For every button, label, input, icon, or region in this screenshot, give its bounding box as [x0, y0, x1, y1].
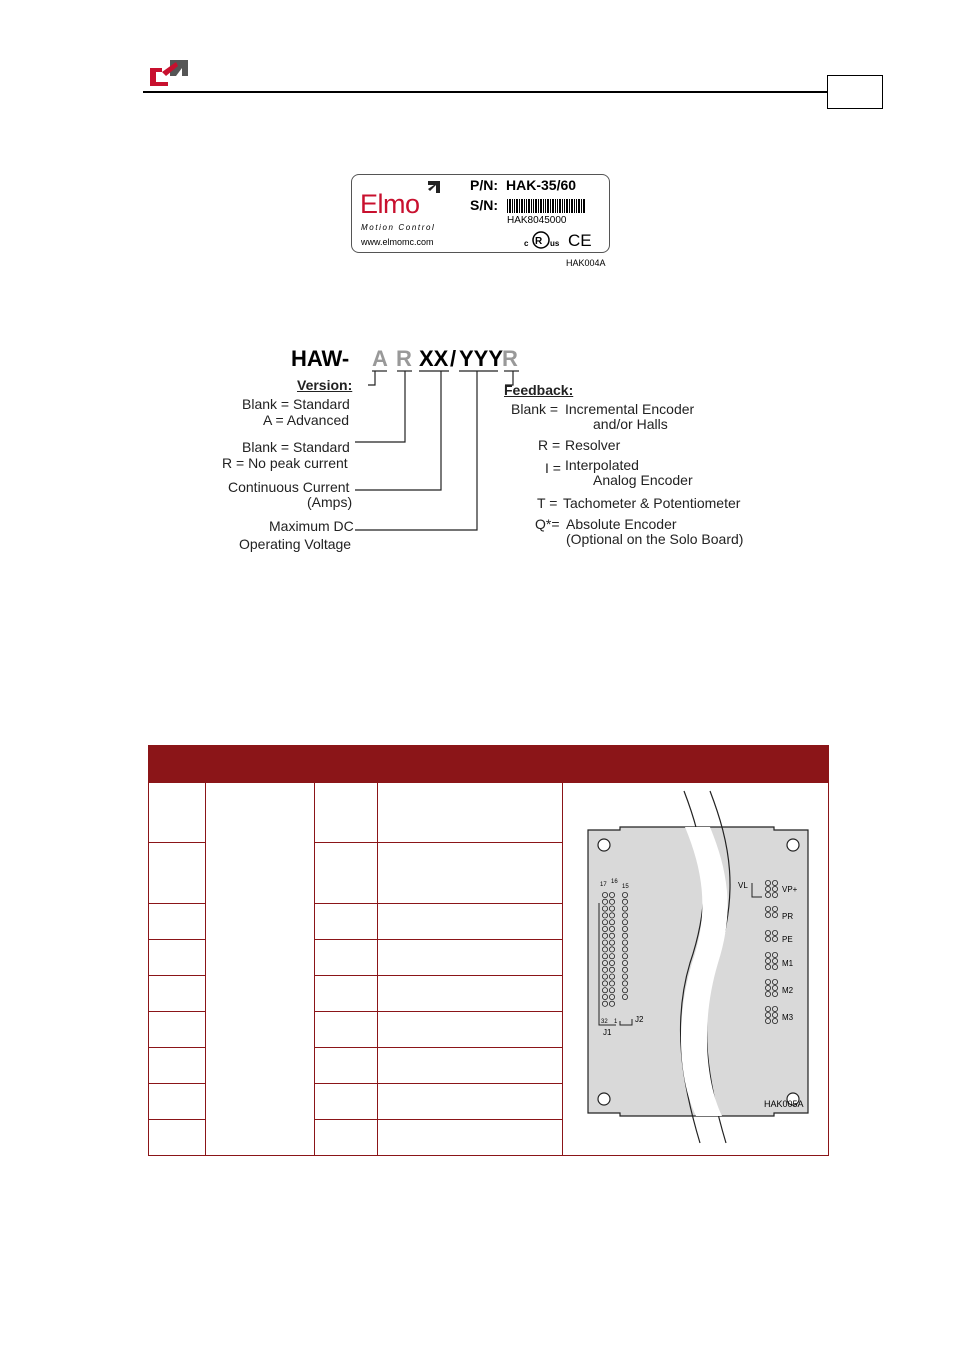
connector-pin [765, 1012, 770, 1017]
board-figure-id: HAK005A [764, 1099, 804, 1109]
table-row-line [148, 903, 206, 904]
fb-i-key: I = [545, 460, 561, 476]
table-row-line [148, 939, 206, 940]
connector-pin [622, 981, 627, 986]
connector-pin [602, 926, 607, 931]
board-vl-label: VL [738, 881, 748, 890]
current-line1: Continuous Current [228, 479, 350, 495]
board-pr-label: PR [782, 912, 794, 921]
connector-pin [772, 880, 777, 885]
connector-pin [772, 1006, 777, 1011]
voltage-line2: Operating Voltage [239, 536, 352, 552]
connector-pin [772, 930, 777, 935]
connector-pin [609, 920, 614, 925]
connector-pin [609, 892, 614, 897]
connector-pin [765, 930, 770, 935]
feedback-title: Feedback: [504, 382, 574, 398]
connector-pin [609, 974, 614, 979]
connector-pin [609, 947, 614, 952]
fb-r-key: R = [538, 437, 561, 453]
version-title: Version: [297, 377, 353, 393]
table-row-line [314, 1083, 563, 1084]
peak-blank: Blank = Standard [242, 439, 350, 455]
connector-pin [602, 940, 607, 945]
ul-ce-marks-icon [524, 229, 602, 249]
board-j2-15: 15 [622, 884, 629, 890]
connector-pin [602, 988, 607, 993]
table-row-line [314, 1047, 563, 1048]
connector-pin [609, 994, 614, 999]
fb-q-key: Q*= [535, 516, 560, 532]
header-rule [143, 91, 827, 93]
table-row-line [148, 842, 206, 843]
table-row-line [148, 1047, 206, 1048]
board-j1-32: 32 [601, 1019, 608, 1025]
page-number-box [827, 75, 883, 109]
connector-pin [602, 913, 607, 918]
connector-pin [609, 981, 614, 986]
connector-pin [622, 926, 627, 931]
table-row-line [148, 1083, 206, 1084]
board-j1-label: J1 [603, 1028, 612, 1037]
connector-pin [765, 991, 770, 996]
label-figure-id: HAK004A [566, 258, 606, 268]
code-peak-letter: R [396, 346, 412, 371]
connector-pin [772, 964, 777, 969]
connector-pin [609, 899, 614, 904]
table-row-line [314, 903, 563, 904]
table-col-line-3 [377, 783, 378, 1156]
code-voltage: YYY [459, 346, 504, 371]
barcode-icon [507, 199, 587, 213]
connector-pin [609, 906, 614, 911]
voltage-line1: Maximum DC [269, 518, 354, 534]
connector-pin [602, 974, 607, 979]
table-row-line [148, 1011, 206, 1012]
code-slash: / [450, 346, 457, 371]
board-j1-1: 1 [614, 1019, 618, 1025]
connector-pin [772, 886, 777, 891]
connector-pin [765, 880, 770, 885]
connector-pin [622, 954, 627, 959]
label-website: www.elmomc.com [361, 237, 434, 247]
connector-pin [602, 1001, 607, 1006]
board-m2-label: M2 [782, 986, 794, 995]
svg-text:c: c [524, 239, 529, 248]
table-row-line [314, 842, 563, 843]
connector-pin [622, 892, 627, 897]
board-m1-label: M1 [782, 959, 794, 968]
connector-pin [622, 947, 627, 952]
connector-pin [602, 981, 607, 986]
connector-pin [772, 1018, 777, 1023]
fb-blank-val2: and/or Halls [593, 416, 668, 432]
connector-pin [772, 906, 777, 911]
connector-pin [765, 1018, 770, 1023]
table-col-line-4 [562, 783, 563, 1156]
connector-pin [609, 1001, 614, 1006]
connector-pin [622, 906, 627, 911]
version-advanced: A = Advanced [263, 412, 350, 428]
connector-pin [765, 886, 770, 891]
board-m3-label: M3 [782, 1013, 794, 1022]
label-logo-icon [426, 179, 442, 195]
fb-i-val1: Interpolated [565, 457, 639, 473]
fb-t-key: T = [537, 495, 558, 511]
label-pn-key: P/N: [470, 177, 498, 193]
connector-pin [602, 933, 607, 938]
connector-pin [602, 960, 607, 965]
board-vp-label: VP+ [782, 885, 798, 894]
connector-pin [772, 958, 777, 963]
connector-pin [609, 967, 614, 972]
connector-pin [602, 994, 607, 999]
label-pn-value: HAK-35/60 [506, 177, 577, 193]
connector-pin [772, 936, 777, 941]
svg-text:R: R [535, 236, 543, 247]
table-row-line [314, 1119, 563, 1120]
connector-pin [772, 1012, 777, 1017]
table-header [148, 745, 829, 783]
table-col-line-1 [205, 783, 206, 1156]
version-blank: Blank = Standard [242, 396, 350, 412]
fb-t-val: Tachometer & Potentiometer [563, 495, 741, 511]
connector-pin [602, 899, 607, 904]
connector-pin [602, 920, 607, 925]
board-j2-17: 17 [600, 882, 607, 888]
connector-pin [609, 926, 614, 931]
code-prefix: HAW- [291, 346, 350, 371]
table-row-line [314, 939, 563, 940]
connector-pin [622, 967, 627, 972]
connector-pin [609, 940, 614, 945]
elmo-logo-icon [148, 58, 190, 88]
connector-pin [622, 913, 627, 918]
connector-pin [772, 912, 777, 917]
connector-pin [602, 947, 607, 952]
label-sn-key: S/N: [470, 197, 498, 213]
svg-text:us: us [550, 239, 560, 248]
table-row-line [314, 975, 563, 976]
svg-text:CE: CE [568, 231, 592, 249]
code-feedback-letter: R [502, 346, 518, 371]
connector-pin [772, 985, 777, 990]
connector-pin [602, 967, 607, 972]
connector-pin [622, 933, 627, 938]
peak-r: R = No peak current [222, 455, 348, 471]
label-brand: Elmo [360, 189, 420, 219]
connector-pin [765, 952, 770, 957]
connector-pin [622, 920, 627, 925]
connector-pin [622, 974, 627, 979]
connector-pin [622, 899, 627, 904]
connector-pin [765, 892, 770, 897]
connector-pin [765, 958, 770, 963]
connector-pin [622, 940, 627, 945]
table-row-line [148, 1119, 206, 1120]
connector-pin [602, 954, 607, 959]
connector-table [148, 745, 829, 1156]
board-j2-label: J2 [635, 1015, 644, 1024]
connector-pin [622, 960, 627, 965]
connector-pin [772, 952, 777, 957]
connector-pin [765, 936, 770, 941]
label-serial: HAK8045000 [507, 215, 567, 226]
connector-pin [765, 985, 770, 990]
connector-pin [602, 892, 607, 897]
connector-pin [772, 991, 777, 996]
fb-r-val: Resolver [565, 437, 621, 453]
product-label [351, 174, 610, 253]
fb-blank-key: Blank = [511, 401, 559, 417]
table-col-line-2 [314, 783, 315, 1156]
connector-pin [772, 892, 777, 897]
table-row-line [148, 975, 206, 976]
board-drawing [564, 783, 829, 1156]
part-number-diagram [215, 340, 775, 560]
board-pe-label: PE [782, 935, 793, 944]
fb-i-val2: Analog Encoder [593, 472, 693, 488]
label-tagline: Motion Control [361, 223, 436, 232]
connector-pin [609, 913, 614, 918]
connector-pin [609, 988, 614, 993]
fb-q-val1: Absolute Encoder [566, 516, 677, 532]
connector-pin [765, 979, 770, 984]
code-current: XX [419, 346, 449, 371]
connector-pin [765, 906, 770, 911]
fb-q-val2: (Optional on the Solo Board) [566, 531, 744, 547]
connector-pin [765, 912, 770, 917]
connector-pin [609, 954, 614, 959]
connector-pin [772, 979, 777, 984]
connector-pin [602, 906, 607, 911]
connector-pin [609, 960, 614, 965]
fb-blank-val1: Incremental Encoder [565, 401, 695, 417]
connector-pin [765, 964, 770, 969]
board-j2-16: 16 [611, 879, 618, 885]
connector-pin [622, 994, 627, 999]
table-row-line [314, 1011, 563, 1012]
code-version-letter: A [372, 346, 388, 371]
connector-pin [609, 933, 614, 938]
connector-pin [765, 1006, 770, 1011]
table-border-left [148, 783, 149, 1156]
connector-pin [622, 988, 627, 993]
current-line2: (Amps) [307, 494, 353, 510]
